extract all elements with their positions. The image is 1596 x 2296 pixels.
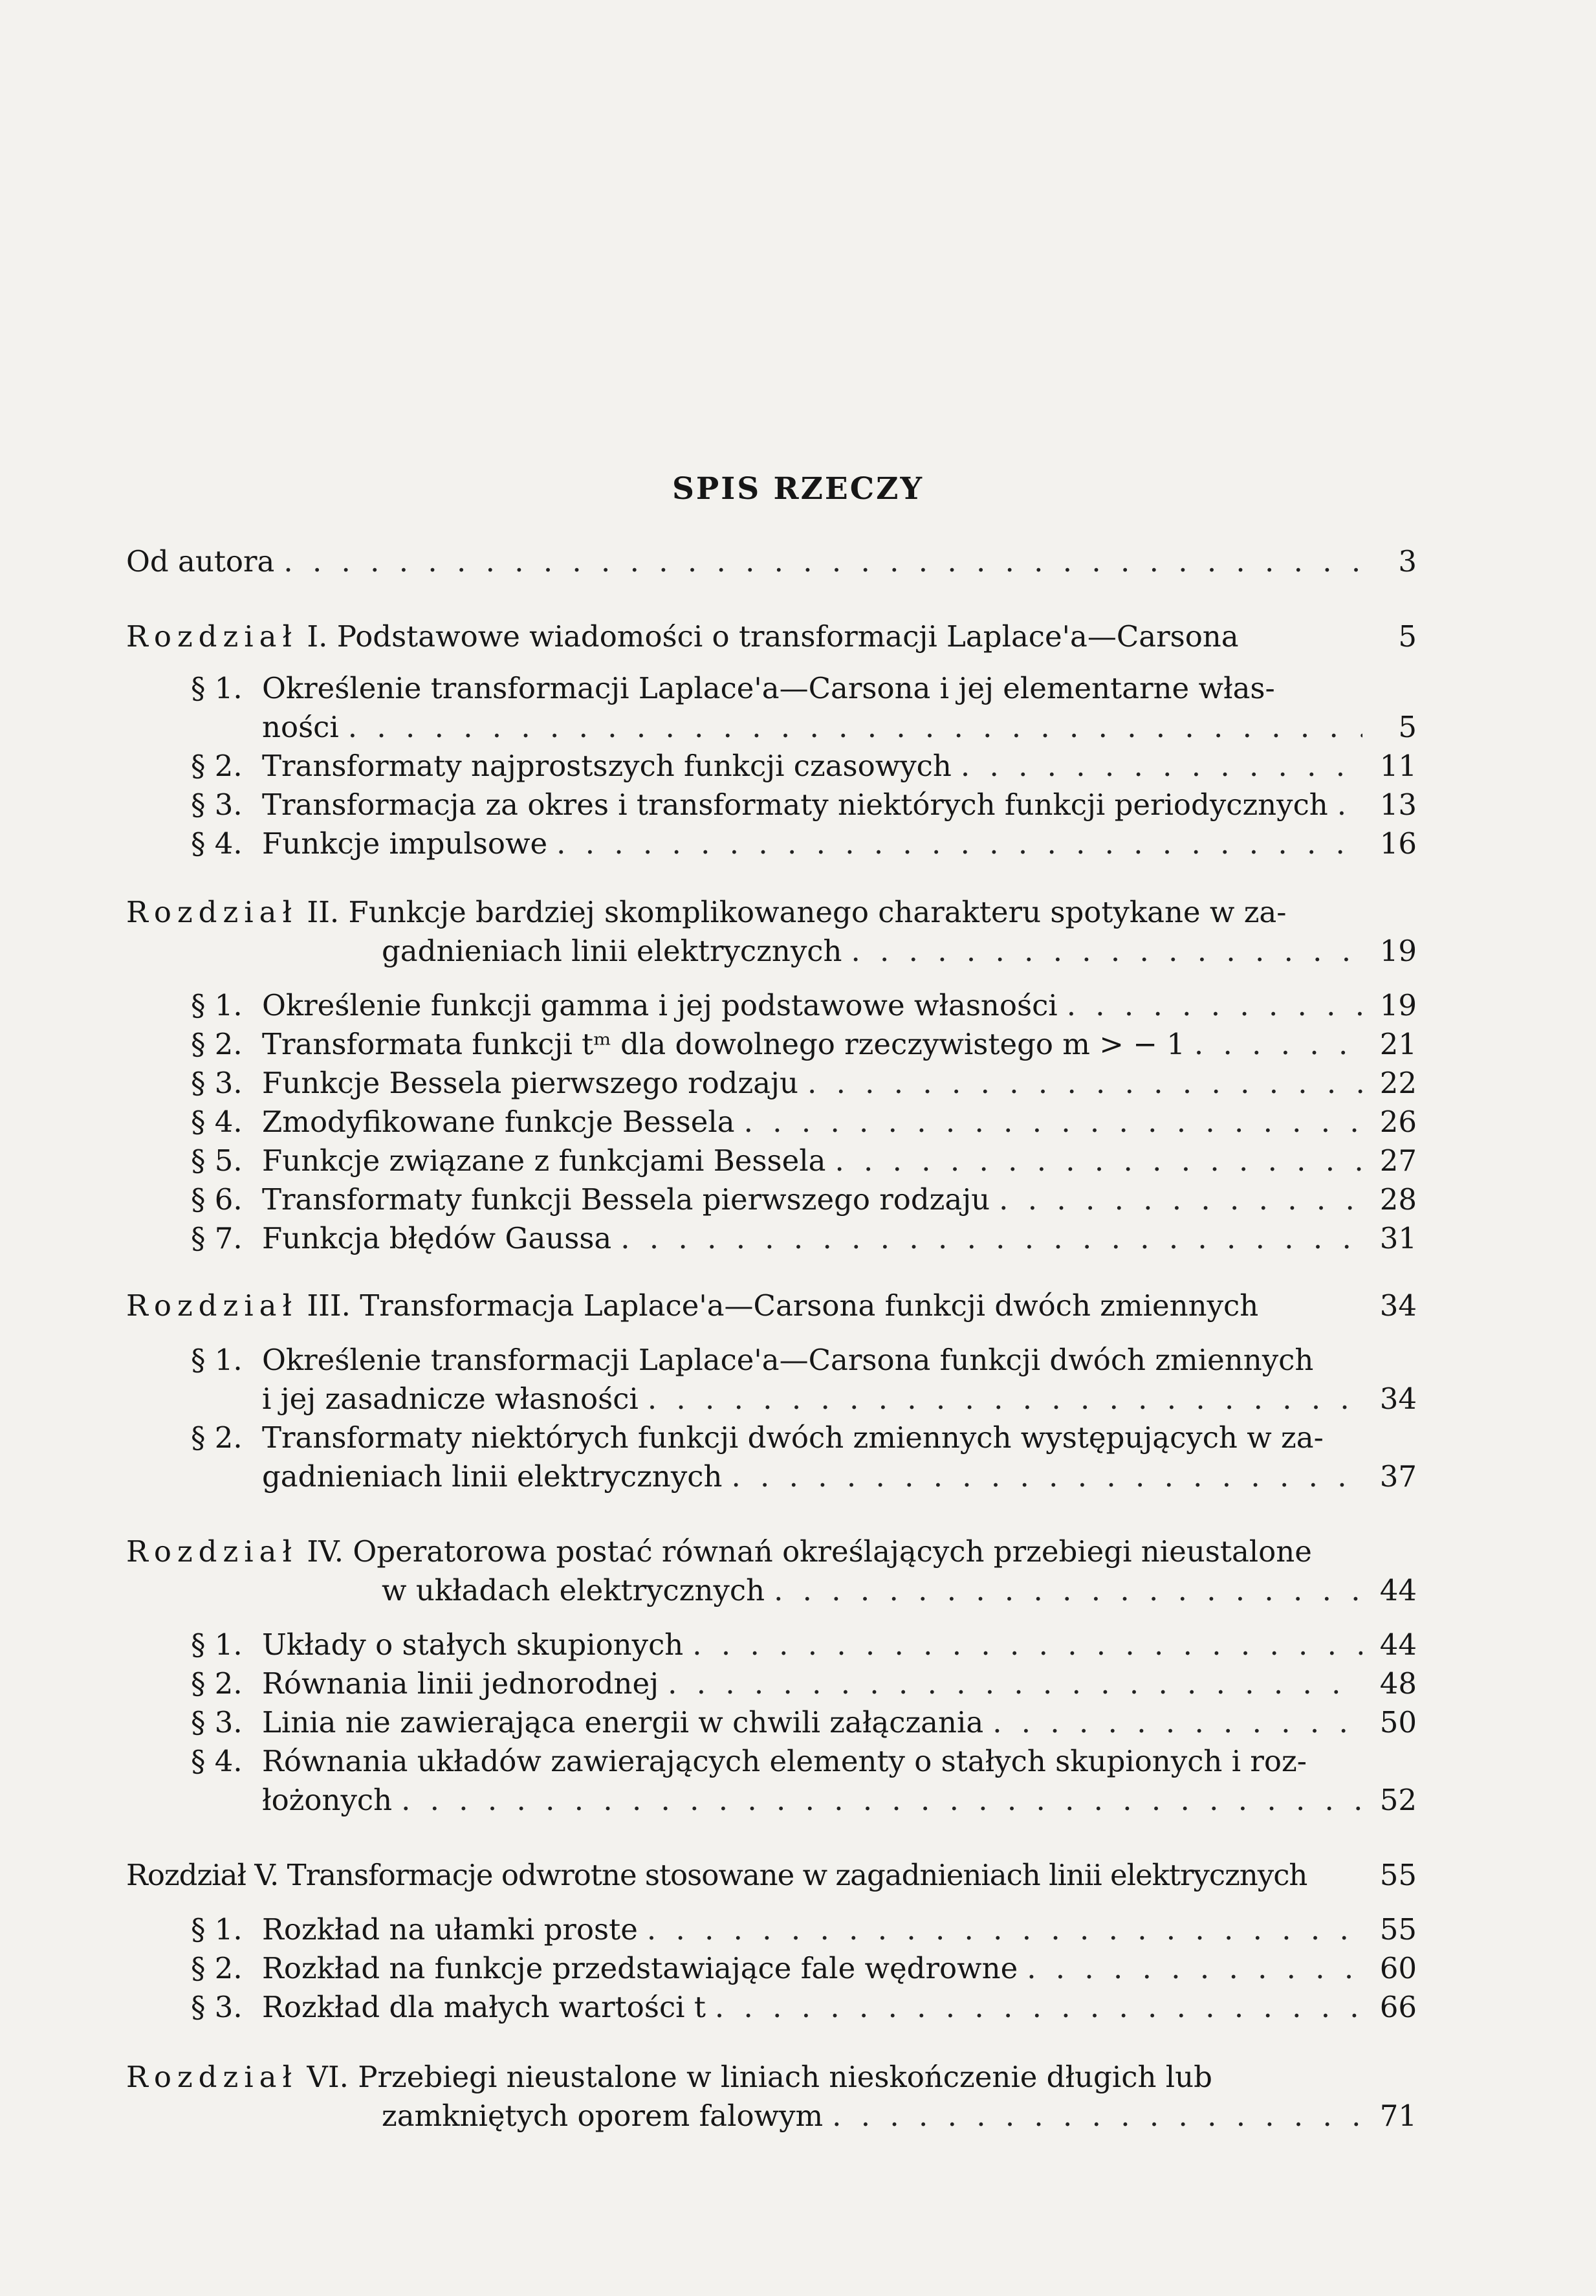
section-title: Określenie transformacji Laplace'a—Carsona funkcji dwóch zmiennych [262,1343,1314,1377]
chapter-page: 19 [1379,934,1417,968]
chapter-title: w układach elektrycznych [382,1573,765,1607]
section-entry [191,824,1417,863]
section-title: Układy o stałych skupionych [262,1628,684,1662]
section-page: 19 [1379,988,1417,1022]
chapter-title: Podstawowe wiadomości o transformacji Laplace'a—Carsona [336,619,1239,654]
section-number: § 3. [191,1990,243,2024]
section-number: § 3. [191,1066,243,1100]
section-number: § 4. [191,826,243,861]
chapter-title: Transformacje odwrotne stosowane w zagadnieniach linii elektrycznych [287,1858,1307,1892]
section-title: Funkcje związane z funkcjami Bessela [262,1143,826,1178]
leader-dots [774,1571,1362,1610]
section-number: § 6. [191,1182,243,1217]
section-entry [191,747,1417,786]
section-number: § 1. [191,1628,243,1662]
section-number: § 2. [191,1666,243,1701]
section-number: § 3. [191,1705,243,1739]
section-entry [191,1064,1417,1103]
section-page: 31 [1379,1221,1417,1255]
section-number: § 1. [191,671,243,705]
chapter-title: Funkcje bardziej skomplikowanego charakteru spotykane w za- [348,895,1287,929]
section-title: Funkcje impulsowe [262,826,548,861]
section-title: Rozkład na ułamki proste [262,1912,638,1947]
section-page: 26 [1379,1105,1417,1139]
chapter-heading [126,1286,1417,1325]
chapter-prefix: Rozdział [126,1288,298,1323]
chapter-title: Przebiegi nieustalone w liniach nieskończenie długich lub [358,2060,1212,2094]
chapter-prefix: Rozdział [126,1858,246,1892]
chapter-page: 71 [1379,2099,1417,2133]
section-title: Transformaty funkcji Bessela pierwszego rodzaju [262,1182,990,1217]
section-page: 48 [1379,1666,1417,1701]
section-entry-cont [262,708,1417,747]
chapter-page: 5 [1398,619,1417,654]
leader-dots [961,747,1362,786]
leader-dots [648,1380,1362,1418]
section-page: 11 [1379,749,1417,783]
leader-dots [832,2097,1362,2136]
section-number: § 1. [191,1912,243,1947]
chapter-title: gadnieniach linii elektrycznych [382,934,842,968]
section-number: § 2. [191,749,243,783]
leader-dots [1194,1025,1362,1064]
section-page: 55 [1379,1912,1417,1947]
section-number: § 3. [191,788,243,822]
section-page: 44 [1379,1628,1417,1662]
section-title: Zmodyfikowane funkcje Bessela [262,1105,735,1139]
leader-dots [283,542,1362,581]
section-title: i jej zasadnicze własności [262,1382,639,1416]
section-title: Określenie funkcji gamma i jej podstawowe własności [262,988,1058,1022]
section-entry [191,1988,1417,2027]
section-number: § 4. [191,1744,243,1778]
section-entry [191,1664,1417,1703]
section-number: § 1. [191,1343,243,1377]
leader-dots [1027,1949,1362,1988]
section-entry [191,1626,1417,1664]
section-page: 27 [1379,1143,1417,1178]
section-title: Funkcja błędów Gaussa [262,1221,612,1255]
leader-dots [807,1064,1362,1103]
section-number: § 7. [191,1221,243,1255]
leader-dots [715,1988,1362,2027]
section-title: Określenie transformacji Laplace'a—Carsona i jej elementarne włas- [262,671,1275,705]
section-entry [191,1180,1417,1219]
leader-dots [401,1781,1362,1820]
chapter-prefix: Rozdział [126,619,298,654]
chapter-heading-cont [382,932,1417,971]
leader-dots [992,1703,1362,1742]
chapter-heading [126,2058,1212,2097]
section-page: 52 [1379,1783,1417,1817]
leader-dots [668,1664,1362,1703]
section-title: Transformacja za okres i transformaty niektórych funkcji periodycznych [262,788,1328,822]
chapter-title: Transformacja Laplace'a—Carsona funkcji dwóch zmiennych [360,1288,1259,1323]
chapter-number: I. [307,619,328,654]
section-page: 28 [1379,1182,1417,1217]
section-entry-cont [262,1457,1417,1496]
chapter-page: 55 [1379,1858,1417,1892]
section-title: Transformata funkcji tᵐ dla dowolnego rzeczywistego m > − 1 [262,1027,1185,1061]
leader-dots [835,1142,1362,1180]
section-entry [191,1910,1417,1949]
section-entry [191,1219,1417,1258]
chapter-heading [126,617,1417,656]
chapter-number: IV. [307,1534,344,1569]
chapter-heading-cont [382,1571,1417,1610]
section-title: Linia nie zawierająca energii w chwili załączania [262,1705,984,1739]
chapter-prefix: Rozdział [126,2060,298,2094]
entry-label: Od autora [126,544,275,579]
section-page: 50 [1379,1705,1417,1739]
section-page: 16 [1379,826,1417,861]
chapter-page: 44 [1379,1573,1417,1607]
chapter-page: 34 [1379,1288,1417,1323]
section-entry-cont [262,1380,1417,1418]
toc-entry-intro [126,542,1417,581]
section-entry-cont [262,1781,1417,1820]
section-entry [191,786,1417,824]
leader-dots [731,1457,1362,1496]
leader-dots [556,824,1362,863]
leader-dots [744,1103,1362,1142]
section-page: 5 [1398,710,1417,744]
section-title: Równania układów zawierających elementy o stałych skupionych i roz- [262,1744,1307,1778]
section-number: § 2. [191,1951,243,1985]
section-page: 66 [1379,1990,1417,2024]
section-page: 60 [1379,1951,1417,1985]
leader-dots [647,1910,1362,1949]
section-entry [191,1341,1313,1380]
section-entry [191,1703,1417,1742]
leader-dots [1067,986,1362,1025]
leader-dots [851,932,1362,971]
leader-dots [1337,786,1362,824]
section-number: § 1. [191,988,243,1022]
section-number: § 2. [191,1420,243,1455]
chapter-prefix: Rozdział [126,895,298,929]
chapter-number: V. [254,1858,279,1892]
chapter-title: zamkniętych oporem falowym [382,2099,824,2133]
section-number: § 5. [191,1143,243,1178]
section-page: 21 [1379,1027,1417,1061]
section-entry [191,1418,1324,1457]
section-entry [191,1142,1417,1180]
section-entry [191,1025,1417,1064]
chapter-heading [126,893,1286,932]
section-entry [191,669,1275,708]
section-page: 13 [1379,788,1417,822]
entry-page: 3 [1398,544,1417,579]
chapter-number: III. [307,1288,351,1323]
chapter-heading [126,1532,1312,1571]
section-title: Funkcje Bessela pierwszego rodzaju [262,1066,798,1100]
section-title: gadnieniach linii elektrycznych [262,1459,723,1494]
chapter-title: Operatorowa postać równań określających przebiegi nieustalone [353,1534,1312,1569]
section-title: Transformaty niektórych funkcji dwóch zmiennych występujących w za- [262,1420,1324,1455]
section-title: łożonych [262,1783,393,1817]
section-entry [191,1949,1417,1988]
page-title: SPIS RZECZY [672,471,924,507]
chapter-heading [126,1856,1417,1895]
leader-dots [348,708,1362,747]
chapter-heading-cont [382,2097,1417,2136]
section-page: 34 [1379,1382,1417,1416]
section-title: Równania linii jednorodnej [262,1666,659,1701]
section-title: Transformaty najprostszych funkcji czasowych [262,749,952,783]
leader-dots [620,1219,1362,1258]
leader-dots [692,1626,1362,1664]
section-number: § 2. [191,1027,243,1061]
section-title: ności [262,710,339,744]
section-entry [191,1103,1417,1142]
chapter-prefix: Rozdział [126,1534,298,1569]
section-title: Rozkład na funkcje przedstawiające fale wędrowne [262,1951,1018,1985]
section-page: 22 [1379,1066,1417,1100]
section-entry [191,986,1417,1025]
leader-dots [999,1180,1362,1219]
chapter-number: VI. [307,2060,349,2094]
section-entry [191,1742,1307,1781]
section-page: 37 [1379,1459,1417,1494]
section-title: Rozkład dla małych wartości t [262,1990,706,2024]
section-number: § 4. [191,1105,243,1139]
chapter-number: II. [307,895,340,929]
